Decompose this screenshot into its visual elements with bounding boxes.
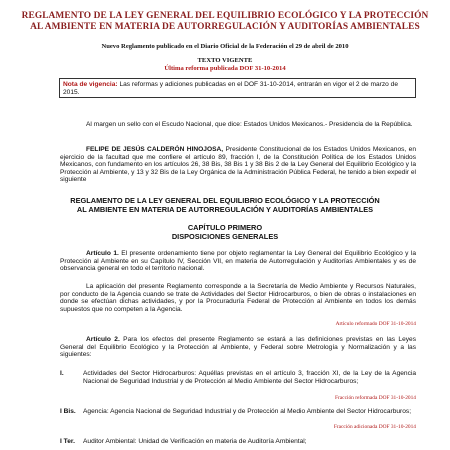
article-1: [60, 250, 416, 273]
chapter-heading: [0, 224, 450, 241]
paragraph-margin: Al margen un sello con el Escudo Nacional, que dice: Estados Unidos Mexicanos.- Presidencia de la República.: [86, 121, 413, 128]
document-title-line-1: REGLAMENTO DE LA LEY GENERAL DEL EQUILIBRIO ECOLÓGICO Y LA PROTECCIÓN: [21, 11, 429, 21]
nota-text: Las reformas y adiciones publicadas en el DOF 31-10-2014, entrarán en vigor el 2 de marzo de 2015.: [63, 81, 399, 96]
article-1-reform-note: Artículo reformado DOF 31-10-2014: [335, 321, 416, 327]
chapter-number: CAPÍTULO PRIMERO: [187, 223, 263, 232]
document-title-line-2: AL AMBIENTE EN MATERIA DE AUTORREGULACIÓN Y AUDITORÍAS AMBIENTALES: [30, 22, 420, 32]
item-number: I Bis.: [60, 408, 76, 415]
regulation-title-line-1: REGLAMENTO DE LA LEY GENERAL DEL EQUILIBRIO ECOLÓGICO Y LA PROTECCIÓN: [70, 196, 380, 205]
item-number: I Ter.: [60, 438, 75, 445]
item-i-bis-reform-note: Fracción adicionada DOF 31-10-2014: [333, 424, 416, 430]
article-2-text: Para los efectos del presente Reglamento se estará a las definiciones previstas en las Leyes General del Equilibrio Ecológico y la Protección al Ambiente, y Federal sobre Metrología y Normalización y a las siguientes:: [60, 336, 417, 359]
item-text: Agencia: Agencia Nacional de Seguridad Industrial y de Protección al Medio Ambiente del Sector Hidrocarburos;: [83, 408, 412, 415]
regulation-title-line-2: AL AMBIENTE EN MATERIA DE AUTORREGULACIÓN Y AUDITORÍAS AMBIENTALES: [76, 204, 374, 214]
item-text: Auditor Ambiental: Unidad de Verificación en materia de Auditoría Ambiental;: [83, 438, 307, 445]
article-1-paragraph-2: La aplicación del presente Reglamento corresponde a la Secretaría de Medio Ambiente y Recursos Naturales, por conducto de la Agencia cuando se trate de Actividades del Sector Hidrocarburos, o bien de obras o instalaciones en donde se efectúan dichas actividades, y por la Procuraduría Federal de Protección al Ambiente en todos los demás supuestos que no competen a la Agencia.: [60, 283, 416, 313]
article-2: [60, 336, 416, 359]
felipe-name: FELIPE DE JESÚS CALDERÓN HINOJOSA,: [86, 146, 224, 153]
nota-label: Nota de vigencia:: [63, 81, 118, 88]
ultima-reforma: Última reforma publicada DOF 31-10-2014: [164, 65, 286, 72]
item-number: I.: [60, 370, 64, 377]
publication-line: Nuevo Reglamento publicado en el Diario Oficial de la Federación el 29 de abril de 2010: [101, 43, 349, 50]
document-title: [0, 11, 450, 33]
item-text: Actividades del Sector Hidrocarburos: Aquéllas previstas en el artículo 3, fracción XI, de la Ley de la Agencia Nacional de Seguridad Industrial y de Protección al Medio Ambiente del Sector Hidrocarburos;: [83, 370, 416, 385]
chapter-title: DISPOSICIONES GENERALES: [171, 231, 279, 241]
felipe-text: Presidente Constitucional de los Estados Unidos Mexicanos, en ejercicio de la facultad que me confiere el artículo 89, fracción I, de la Constitución Política de los Estados Unidos Mexicanos, con fundamento en los artículos 26, 38 Bis, 38 Bis 1 y 38 Bis 2 de la Ley General del Equilibrio Ecológico y la Protección al Ambiente, y 13 y 32 Bis de la Ley Orgánica de la Administración Pública Federal, he tenido a bien expedir el siguiente: [60, 146, 416, 184]
article-1-label: Artículo 1.: [86, 250, 119, 257]
paragraph-felipe: [60, 146, 416, 184]
article-2-label: Artículo 2.: [86, 336, 120, 343]
regulation-title: [0, 197, 450, 214]
article-1-text: El presente ordenamiento tiene por objeto reglamentar la Ley General del Equilibrio Ecológico y la Protección al Ambiente en su Capítulo IV, Sección VII, en materia de Autorregulación y Auditorías Ambientales y es de observancia general en todo el territorio nacional.: [60, 250, 416, 273]
item-i-reform-note: Fracción reformada DOF 31-10-2014: [335, 395, 416, 401]
nota-de-vigencia-box: [59, 78, 416, 98]
texto-vigente: TEXTO VIGENTE: [197, 57, 253, 64]
